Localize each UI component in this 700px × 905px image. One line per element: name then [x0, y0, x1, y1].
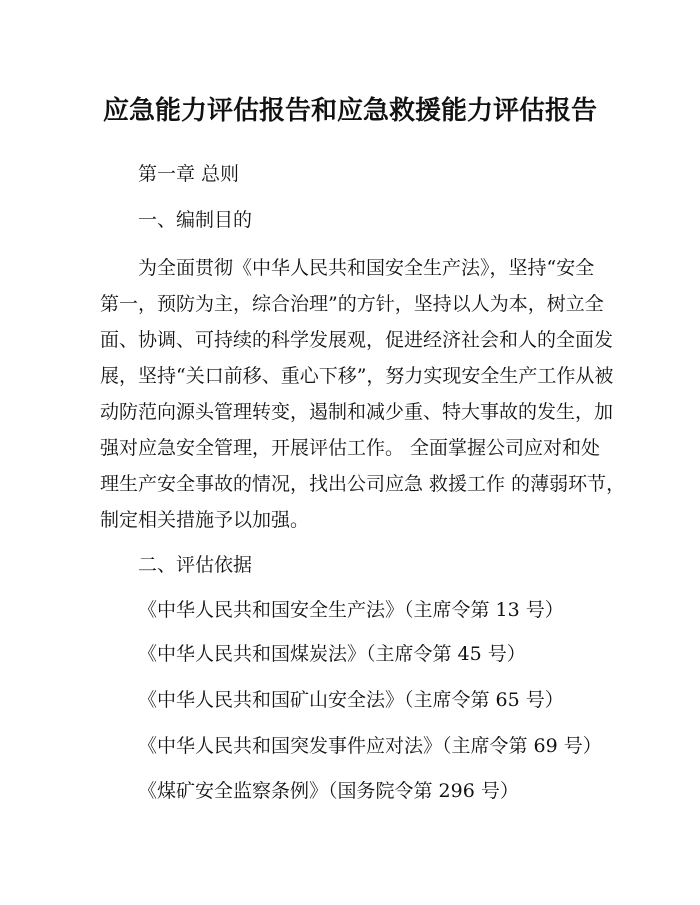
paragraph-line: 展，坚持“关口前移、重心下移”，努力实现安全生产工作从被: [100, 365, 614, 387]
paragraph-line: 为全面贯彻《中华人民共和国安全生产法》，坚持“安全: [138, 257, 595, 279]
section-heading-purpose: 一、编制目的: [138, 209, 253, 231]
basis-list-item: 《煤矿安全监察条例》（国务院令第 296 号）: [138, 780, 519, 802]
paragraph-line: 面、协调、可持续的科学发展观，促进经济社会和人的全面发: [100, 329, 614, 351]
chapter-heading: 第一章 总则: [138, 163, 240, 185]
basis-list-item: 《中华人民共和国煤炭法》（主席令第 45 号）: [138, 643, 526, 665]
paragraph-line: 理生产安全事故的情况，找出公司应急 救援工作 的薄弱环节，: [100, 473, 626, 495]
section-heading-basis: 二、评估依据: [138, 554, 253, 576]
paragraph-line: 制定相关措施予以加强。: [100, 509, 310, 531]
basis-list-item: 《中华人民共和国安全生产法》（主席令第 13 号）: [138, 599, 564, 621]
paragraph-line: 动防范向源头管理转变，遏制和减少重、特大事故的发生，加: [100, 401, 614, 423]
paragraph-line: 第一，预防为主，综合治理”的方针，坚持以人为本，树立全: [100, 293, 604, 315]
document-title: 应急能力评估报告和应急救援能力评估报告: [102, 96, 597, 126]
basis-list-item: 《中华人民共和国矿山安全法》（主席令第 65 号）: [138, 689, 564, 711]
paragraph-line: 强对应急安全管理，开展评估工作。 全面掌握公司应对和处: [100, 437, 601, 459]
basis-list-item: 《中华人民共和国突发事件应对法》（主席令第 69 号）: [138, 735, 602, 757]
